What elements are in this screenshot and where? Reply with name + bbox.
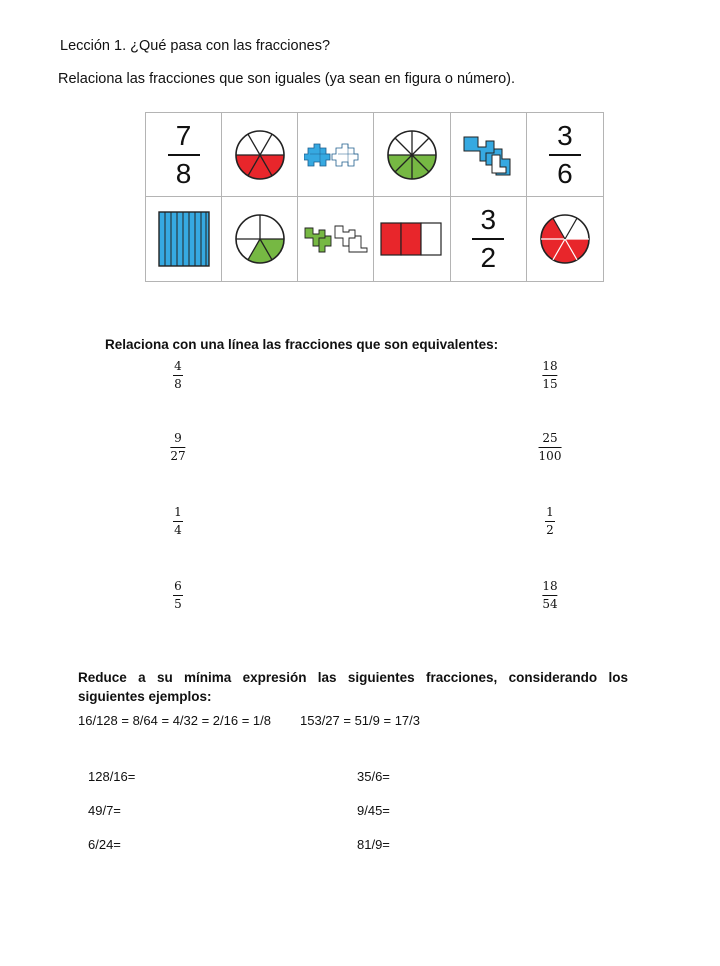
exercise-128-16: 128/16= [88,769,136,784]
grid-cell-blue-l-pieces [451,113,527,197]
grid-cell-circle-red [527,197,603,281]
left-fraction-2 [170,432,185,462]
numerator: 9 [174,431,182,445]
circle-half-red-icon [234,129,286,181]
lesson-title: Lección 1. ¿Qué pasa con las fracciones? [60,38,331,54]
right-fraction-2 [539,432,562,462]
numerator: 4 [174,359,182,373]
fraction-denominator: 8 [175,157,192,189]
green-l-pieces-icon [303,222,369,256]
numerator: 6 [174,579,182,593]
denominator: 2 [546,522,554,537]
circle-green-sectors-icon [234,213,286,265]
left-fraction-3 [173,506,183,536]
numerator: 1 [546,505,554,519]
example-2: 153/27 = 51/9 = 17/3 [300,713,420,728]
grid-cell-circle-red-half [222,113,298,197]
instruction-reduce-fractions: Reduce a su mínima expresión las siguientes fracciones, considerando los siguientes ejemplos: [78,670,628,704]
denominator: 5 [174,596,182,611]
grid-cell-fraction-7-8 [146,113,222,197]
denominator: 4 [174,522,182,537]
left-fraction-1 [173,360,183,390]
blue-l-pieces-icon [462,133,514,177]
left-fraction-4 [173,580,183,610]
exercise-81-9: 81/9= [357,837,390,852]
exercise-9-45: 9/45= [357,803,390,818]
grid-cell-fraction-3-6 [527,113,603,197]
circle-half-green-icon [386,129,438,181]
red-bars-icon [380,222,444,256]
fraction-numerator: 7 [175,119,192,151]
right-fraction-1 [542,360,557,390]
grid-cell-circle-green-sectors [222,197,298,281]
numerator: 18 [542,359,558,373]
circle-red-sectors-icon [539,213,591,265]
right-fraction-3 [545,506,555,536]
exercise-6-24: 6/24= [88,837,121,852]
example-1: 16/128 = 8/64 = 4/32 = 2/16 = 1/8 [78,713,272,728]
grid-cell-fraction-3-2 [451,197,527,281]
instruction-equivalent-fractions: Relaciona con una línea las fracciones que son equivalentes: [105,337,499,352]
grid-cell-green-l-pieces [298,197,374,281]
grid-cell-blue-puzzle [298,113,374,197]
fraction-denominator: 2 [480,242,497,273]
exercise-49-7: 49/7= [88,803,121,818]
denominator: 54 [542,596,558,611]
denominator: 100 [538,448,562,463]
right-fraction-4 [542,580,557,610]
numerator: 1 [174,505,182,519]
denominator: 8 [174,376,182,391]
fraction-numerator: 3 [557,119,573,151]
blue-strips-icon [157,210,211,268]
denominator: 15 [542,376,558,391]
grid-cell-red-bars [374,197,450,281]
numerator: 18 [542,579,558,593]
denominator: 27 [170,448,186,463]
grid-cell-circle-green-half [374,113,450,197]
matching-grid [145,112,604,282]
numerator: 25 [542,431,558,445]
grid-cell-blue-strips [146,197,222,281]
exercise-35-6: 35/6= [357,769,390,784]
fraction-denominator: 6 [557,157,573,189]
instruction-match-figures: Relaciona las fracciones que son iguales (ya sean en figura o número). [58,71,516,87]
blue-puzzle-pieces-icon [304,140,368,170]
fraction-numerator: 3 [480,204,497,235]
